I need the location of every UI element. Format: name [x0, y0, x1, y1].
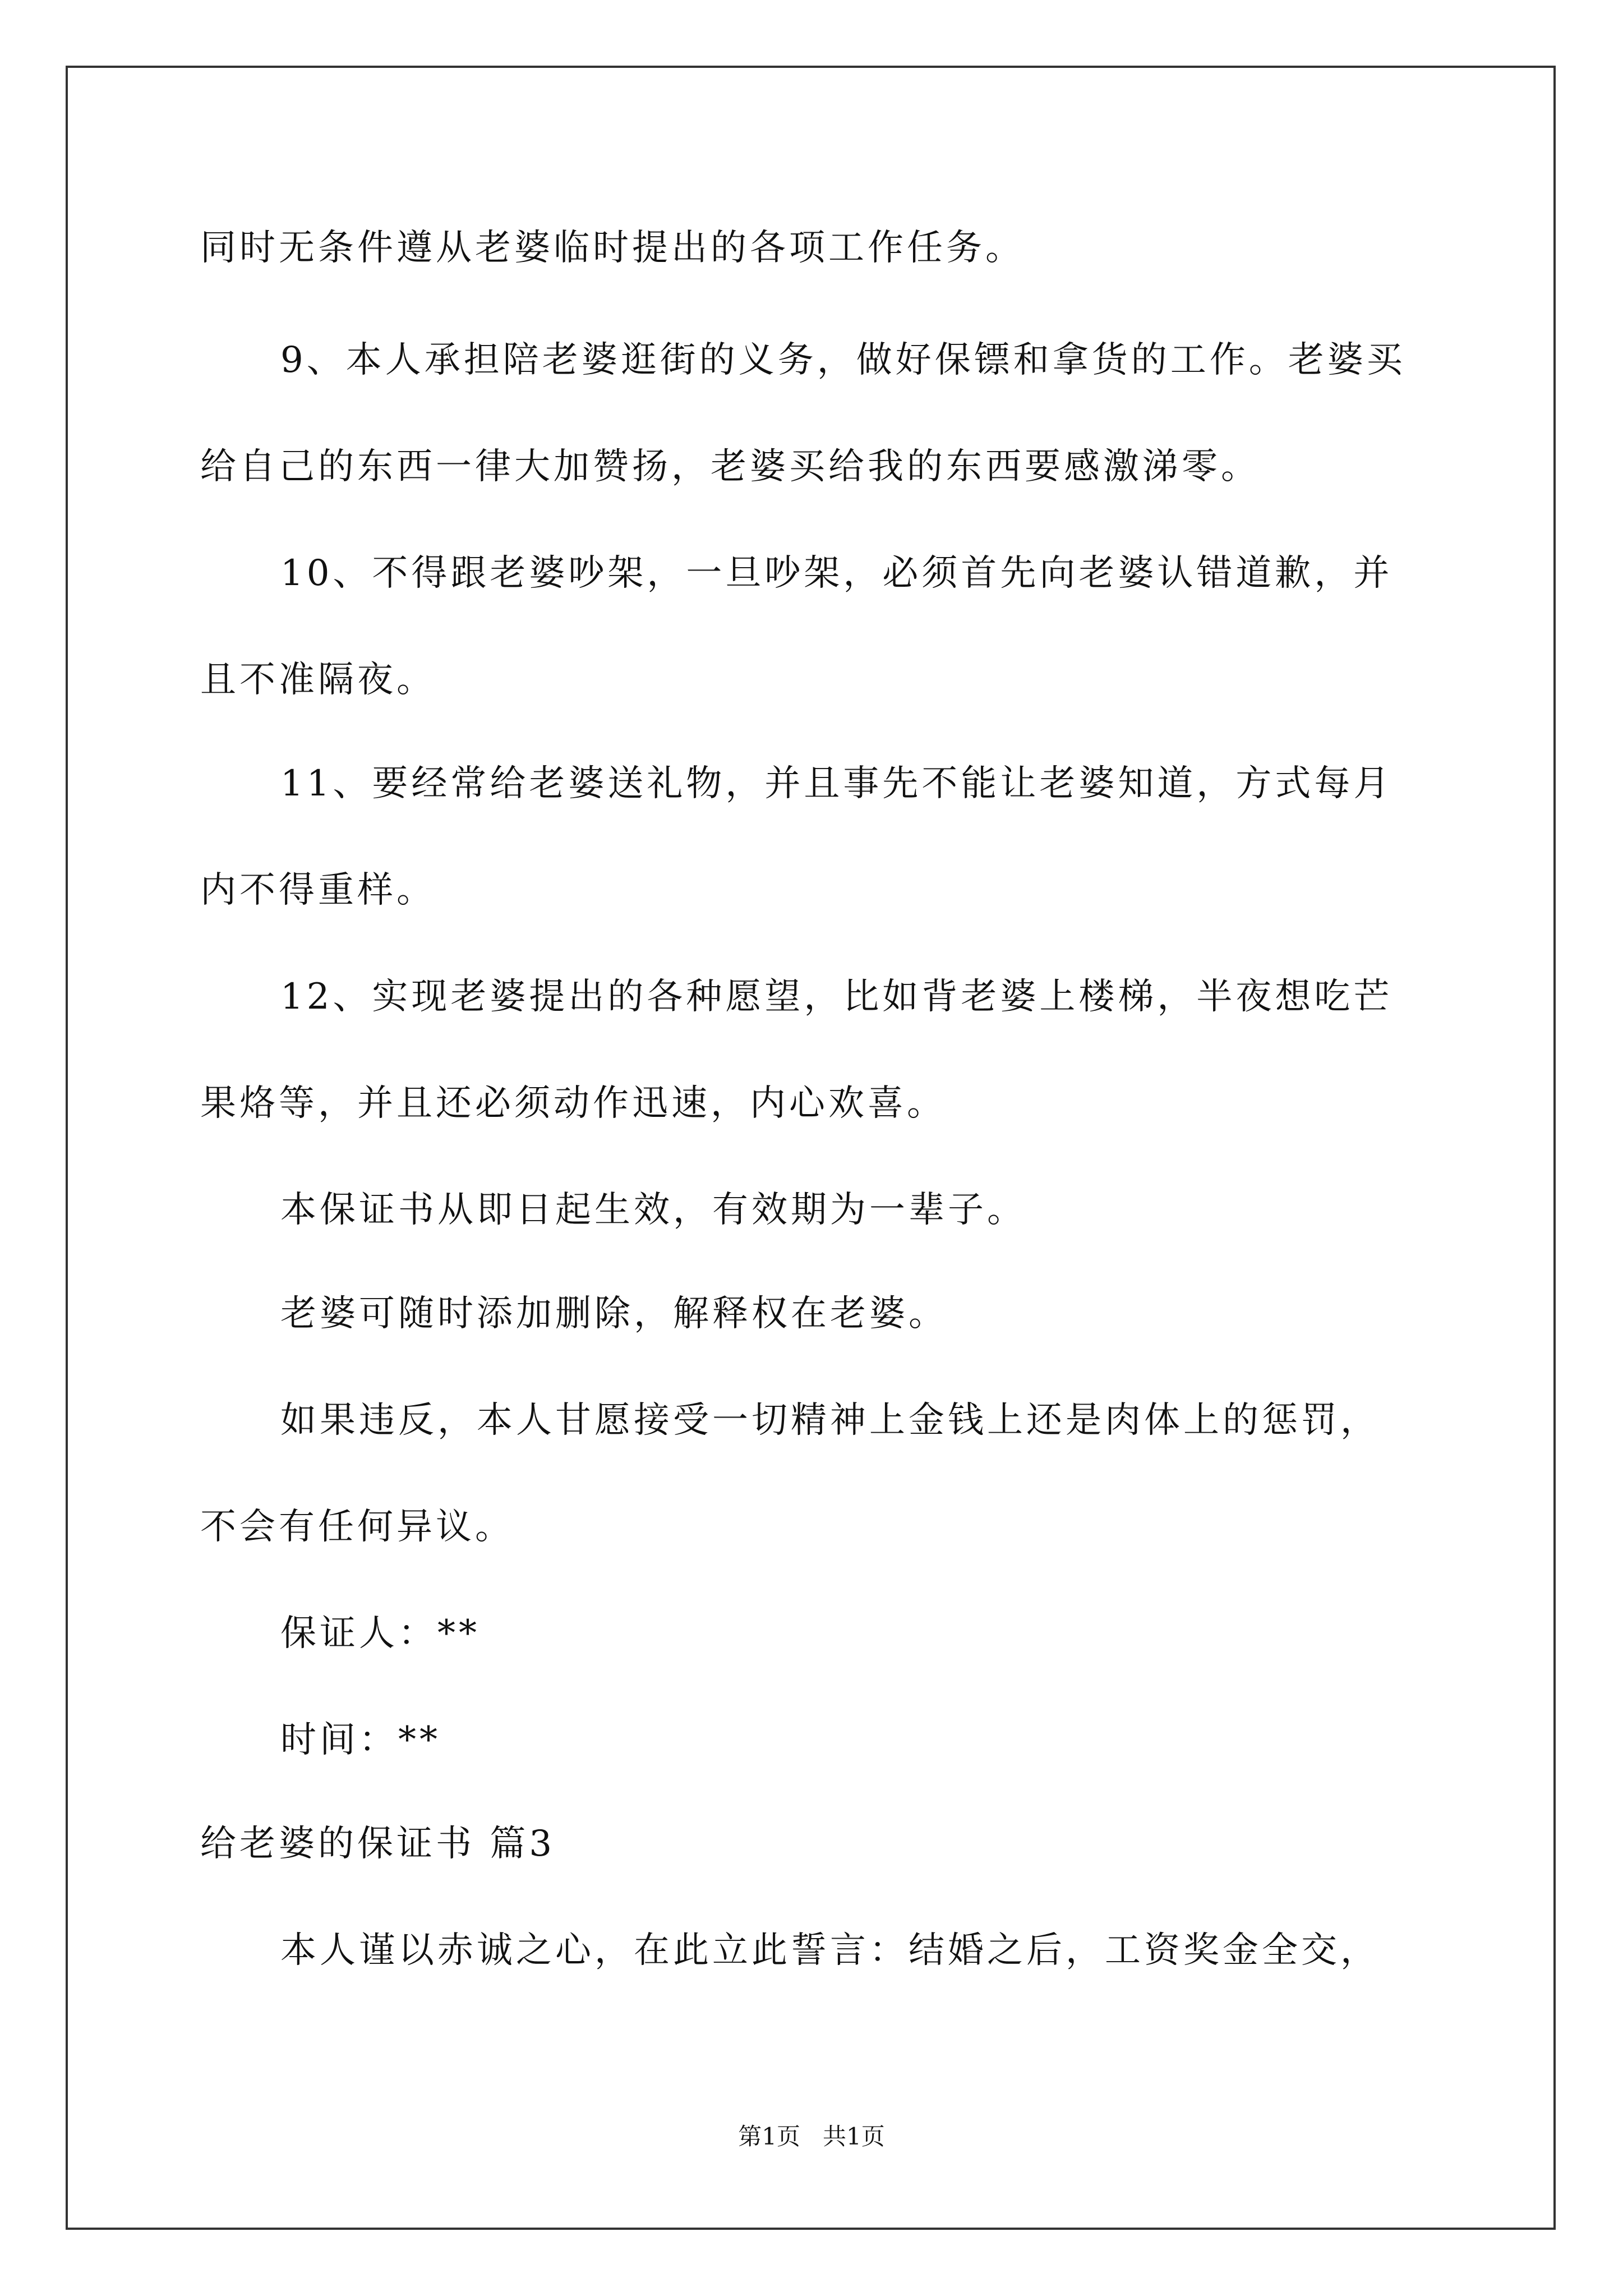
item-11-line-1: 11、要经常给老婆送礼物，并且事先不能让老婆知道，方式每月 [280, 763, 1393, 804]
page-number-footer: 第1页 共1页 [738, 2123, 885, 2150]
guarantor-line: 保证人：** [280, 1613, 480, 1654]
interpretation-statement: 老婆可随时添加删除，解释权在老婆。 [280, 1293, 948, 1335]
validity-statement: 本保证书从即日起生效，有效期为一辈子。 [280, 1189, 1026, 1231]
date-line: 时间：** [280, 1719, 441, 1761]
item-10-line-1: 10、不得跟老婆吵架，一旦吵架，必须首先向老婆认错道歉，并 [280, 553, 1393, 594]
item-9-line-2: 给自己的东西一律大加赞扬，老婆买给我的东西要感激涕零。 [200, 446, 1260, 487]
penalty-line-2: 不会有任何异议。 [200, 1506, 514, 1548]
item-11-line-2: 内不得重样。 [200, 869, 436, 911]
body-line-1: 同时无条件遵从老婆临时提出的各项工作任务。 [200, 227, 1025, 269]
oath-line-1: 本人谨以赤诚之心，在此立此誓言：结婚之后，工资奖金全交， [280, 1930, 1380, 1971]
item-12-line-1: 12、实现老婆提出的各种愿望，比如背老婆上楼梯，半夜想吃芒 [280, 976, 1393, 1018]
item-10-line-2: 且不准隔夜。 [200, 659, 436, 701]
item-9-line-1: 9、本人承担陪老婆逛街的义务，做好保镖和拿货的工作。老婆买 [280, 339, 1406, 381]
section-heading: 给老婆的保证书 篇3 [200, 1823, 556, 1865]
item-12-line-2: 果烙等，并且还必须动作迅速，内心欢喜。 [200, 1083, 946, 1124]
page-border [66, 66, 1556, 2230]
penalty-line-1: 如果违反，本人甘愿接受一切精神上金钱上还是肉体上的惩罚， [280, 1400, 1380, 1441]
